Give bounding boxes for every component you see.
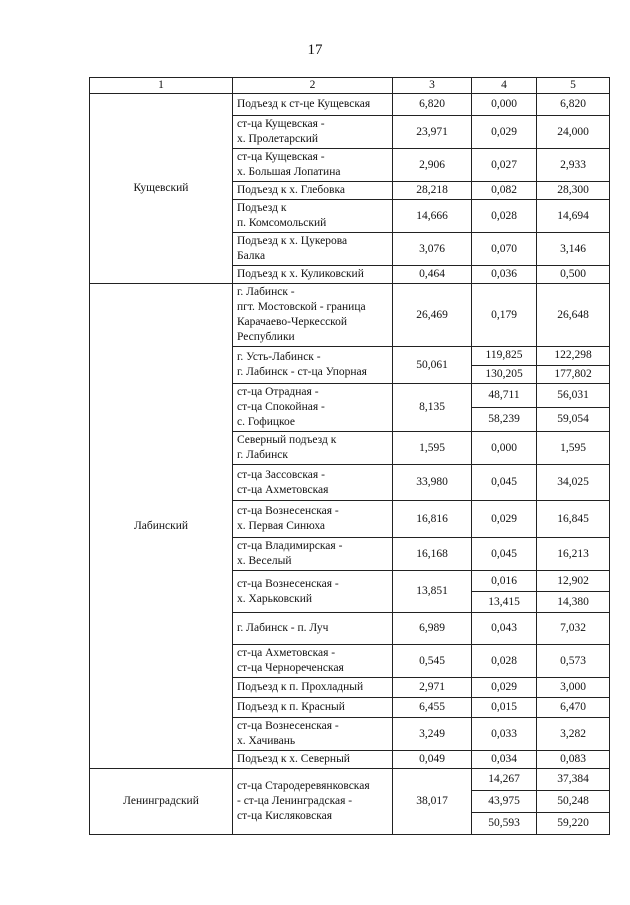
length-cell: 0,464 <box>393 266 472 284</box>
km-end-cell: 14,380 <box>537 592 610 613</box>
km-start-cell: 58,239 <box>472 408 537 432</box>
road-name-line: Подъезд к х. Куликовский <box>237 268 364 280</box>
road-name-line: ст-ца Кисляковская <box>237 810 333 822</box>
km-start-cell: 0,029 <box>472 501 537 538</box>
road-name-line: с. Гофицкое <box>237 416 295 428</box>
km-end-cell: 26,648 <box>537 284 610 347</box>
header-cell-2: 2 <box>233 78 393 94</box>
road-name-line: Подъезд к п. Прохладный <box>237 681 364 693</box>
table-row <box>90 284 610 347</box>
length-cell: 0,545 <box>393 645 472 678</box>
length-cell: 28,218 <box>393 182 472 200</box>
road-name-line: Подъезд к <box>237 202 287 214</box>
road-name-cell <box>233 149 393 182</box>
km-end-cell: 122,298 <box>537 347 610 366</box>
road-name-line: х. Большая Лопатина <box>237 166 341 178</box>
road-name-line: Северный подъезд к <box>237 434 337 446</box>
km-start-cell: 0,179 <box>472 284 537 347</box>
road-name-line: Подъезд к х. Цукерова <box>237 235 348 247</box>
road-name-line: г. Лабинск - п. Луч <box>237 622 329 634</box>
road-name-line: ст-ца Владимирская - <box>237 540 343 552</box>
km-start-cell: 0,045 <box>472 465 537 501</box>
table-body <box>90 78 610 835</box>
road-name-cell <box>233 718 393 751</box>
roads-table <box>89 77 610 835</box>
road-name-line: Подъезд к п. Красный <box>237 701 345 713</box>
km-end-cell: 0,083 <box>537 751 610 769</box>
header-row <box>90 78 610 94</box>
km-start-cell: 43,975 <box>472 791 537 813</box>
road-name-line: ст-ца Зассовская - <box>237 468 325 481</box>
road-name-line: г. Усть-Лабинск - <box>237 351 321 363</box>
km-end-cell: 7,032 <box>537 613 610 645</box>
length-cell: 14,666 <box>393 200 472 233</box>
header-cell-5: 5 <box>537 78 610 94</box>
road-name-cell <box>233 769 393 835</box>
road-name-cell <box>233 678 393 698</box>
km-start-cell: 0,016 <box>472 571 537 592</box>
road-name-line: х. Веселый <box>237 555 292 567</box>
road-name-line: х. Хачивань <box>237 735 296 747</box>
road-name-cell <box>233 698 393 718</box>
km-start-cell: 0,015 <box>472 698 537 718</box>
road-name-cell <box>233 613 393 645</box>
km-end-cell: 177,802 <box>537 365 610 384</box>
km-end-cell: 3,000 <box>537 678 610 698</box>
km-start-cell: 0,000 <box>472 432 537 465</box>
km-start-cell: 13,415 <box>472 592 537 613</box>
km-start-cell: 0,045 <box>472 538 537 571</box>
district-cell: Ленинградский <box>90 769 233 835</box>
km-end-cell: 28,300 <box>537 182 610 200</box>
road-name-cell <box>233 284 393 347</box>
length-cell: 1,595 <box>393 432 472 465</box>
page-number: 17 <box>307 42 323 58</box>
length-cell: 0,049 <box>393 751 472 769</box>
km-start-cell: 130,205 <box>472 365 537 384</box>
km-start-cell: 0,028 <box>472 645 537 678</box>
km-end-cell: 3,282 <box>537 718 610 751</box>
length-cell: 33,980 <box>393 465 472 501</box>
length-cell: 6,455 <box>393 698 472 718</box>
road-name-line: ст-ца Спокойная - <box>237 401 325 413</box>
length-cell: 6,989 <box>393 613 472 645</box>
km-end-cell: 59,220 <box>537 813 610 835</box>
road-name-line: Карачаево-Черкесской <box>237 316 348 328</box>
km-end-cell: 56,031 <box>537 384 610 408</box>
road-name-line: ст-ца Кущевская - <box>237 151 325 163</box>
km-start-cell: 0,028 <box>472 200 537 233</box>
km-end-cell: 16,845 <box>537 501 610 538</box>
km-end-cell: 24,000 <box>537 116 610 149</box>
km-start-cell: 0,029 <box>472 678 537 698</box>
road-name-cell <box>233 116 393 149</box>
km-end-cell: 0,500 <box>537 266 610 284</box>
road-name-line: пгт. Мостовской - граница <box>237 301 366 313</box>
road-name-line: п. Комсомольский <box>237 217 327 229</box>
length-cell: 6,820 <box>393 94 472 116</box>
km-start-cell: 0,043 <box>472 613 537 645</box>
length-cell: 16,816 <box>393 501 472 538</box>
district-cell: Лабинский <box>90 284 233 769</box>
length-cell: 26,469 <box>393 284 472 347</box>
road-name-cell <box>233 347 393 384</box>
header-cell-1: 1 <box>90 78 233 94</box>
km-end-cell: 1,595 <box>537 432 610 465</box>
road-name-line: ст-ца Кущевская - <box>237 118 325 130</box>
header-cell-3: 3 <box>393 78 472 94</box>
km-start-cell: 0,036 <box>472 266 537 284</box>
km-end-cell: 59,054 <box>537 408 610 432</box>
length-cell: 38,017 <box>393 769 472 835</box>
road-name-cell <box>233 233 393 266</box>
road-name-cell <box>233 645 393 678</box>
road-name-line: Подъезд к х. Глебовка <box>237 184 345 196</box>
length-cell: 2,971 <box>393 678 472 698</box>
road-name-cell <box>233 751 393 769</box>
road-name-cell <box>233 384 393 432</box>
length-cell: 2,906 <box>393 149 472 182</box>
length-cell: 13,851 <box>393 571 472 613</box>
km-start-cell: 0,082 <box>472 182 537 200</box>
km-end-cell: 12,902 <box>537 571 610 592</box>
road-name-cell <box>233 538 393 571</box>
km-start-cell: 48,711 <box>472 384 537 408</box>
road-name-line: - ст-ца Ленинградская - <box>237 795 353 807</box>
road-name-line: ст-ца Ахметовская <box>237 483 329 496</box>
length-cell: 8,135 <box>393 384 472 432</box>
road-name-line: ст-ца Вознесенская - <box>237 720 339 732</box>
table-row <box>90 769 610 791</box>
km-end-cell: 16,213 <box>537 538 610 571</box>
road-name-line: Республики <box>237 331 295 343</box>
km-end-cell: 14,694 <box>537 200 610 233</box>
km-start-cell: 50,593 <box>472 813 537 835</box>
district-cell: Кущевский <box>90 94 233 284</box>
road-name-cell <box>233 266 393 284</box>
km-end-cell: 6,470 <box>537 698 610 718</box>
road-name-cell <box>233 432 393 465</box>
road-name-line: х. Первая Синюха <box>237 520 326 532</box>
road-name-line: Балка <box>237 250 266 262</box>
road-name-cell <box>233 465 393 501</box>
road-name-line: ст-ца Чернореченская <box>237 662 344 674</box>
road-name-line: г. Лабинск <box>237 449 288 461</box>
km-end-cell: 2,933 <box>537 149 610 182</box>
length-cell: 3,249 <box>393 718 472 751</box>
road-name-line: х. Пролетарский <box>237 133 319 145</box>
road-name-cell <box>233 501 393 538</box>
km-end-cell: 37,384 <box>537 769 610 791</box>
road-name-line: ст-ца Стародеревянковская <box>237 780 370 792</box>
road-name-line: х. Харьковский <box>237 592 313 605</box>
road-name-cell <box>233 182 393 200</box>
km-end-cell: 50,248 <box>537 791 610 813</box>
road-name-line: ст-ца Ахметовская - <box>237 647 336 659</box>
road-name-line: г. Лабинск - <box>237 286 295 298</box>
length-cell: 23,971 <box>393 116 472 149</box>
km-end-cell: 6,820 <box>537 94 610 116</box>
road-name-cell <box>233 571 393 613</box>
length-cell: 50,061 <box>393 347 472 384</box>
km-end-cell: 3,146 <box>537 233 610 266</box>
road-name-line: ст-ца Вознесенская - <box>237 577 339 590</box>
road-name-line: г. Лабинск - ст-ца Упорная <box>237 366 367 378</box>
road-name-line: Подъезд к х. Северный <box>237 753 350 765</box>
km-start-cell: 0,000 <box>472 94 537 116</box>
km-start-cell: 0,033 <box>472 718 537 751</box>
header-cell-4: 4 <box>472 78 537 94</box>
road-name-cell <box>233 200 393 233</box>
km-start-cell: 119,825 <box>472 347 537 366</box>
road-name-cell <box>233 94 393 116</box>
km-start-cell: 0,027 <box>472 149 537 182</box>
km-end-cell: 34,025 <box>537 465 610 501</box>
table-row <box>90 94 610 116</box>
km-start-cell: 0,029 <box>472 116 537 149</box>
km-start-cell: 0,070 <box>472 233 537 266</box>
km-end-cell: 0,573 <box>537 645 610 678</box>
km-start-cell: 0,034 <box>472 751 537 769</box>
road-name-line: ст-ца Вознесенская - <box>237 505 339 517</box>
length-cell: 16,168 <box>393 538 472 571</box>
km-start-cell: 14,267 <box>472 769 537 791</box>
length-cell: 3,076 <box>393 233 472 266</box>
road-name-line: Подъезд к ст-це Кущевская <box>237 98 371 110</box>
road-name-line: ст-ца Отрадная - <box>237 386 319 398</box>
